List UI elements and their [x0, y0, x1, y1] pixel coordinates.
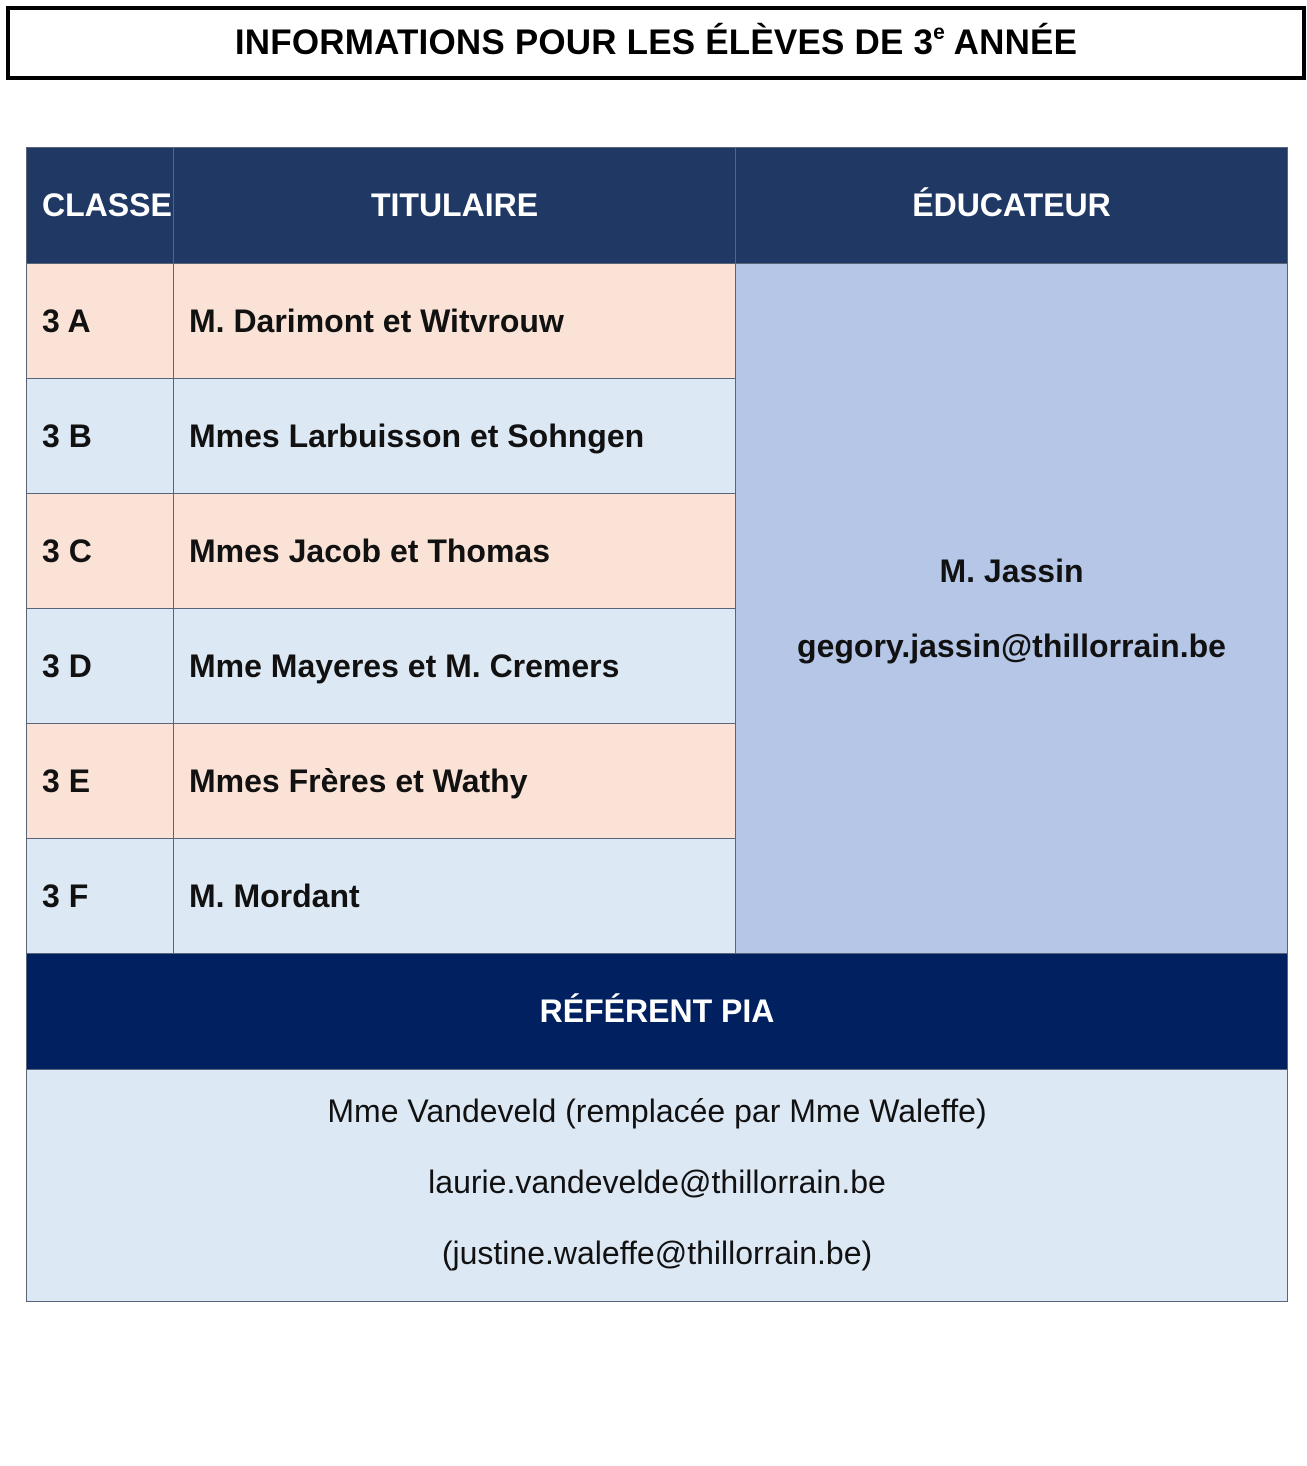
- classe-cell: 3 C: [27, 494, 174, 609]
- pia-info-cell: [27, 1070, 1288, 1302]
- titulaire-cell: Mmes Jacob et Thomas: [174, 494, 736, 609]
- educateur-cell: [736, 264, 1288, 954]
- class-info-table: [26, 147, 1288, 1302]
- classe-cell: 3 F: [27, 839, 174, 954]
- pia-body-row: [27, 1070, 1288, 1302]
- classe-cell: 3 B: [27, 379, 174, 494]
- titulaire-cell: M. Darimont et Witvrouw: [174, 264, 736, 379]
- page-title-end: ANNÉE: [945, 23, 1078, 62]
- page-title-main: INFORMATIONS POUR LES ÉLÈVES DE 3: [234, 23, 934, 62]
- column-header-classe: CLASSE: [27, 148, 174, 264]
- classe-cell: 3 D: [27, 609, 174, 724]
- educateur-email: gegory.jassin@thillorrain.be: [797, 627, 1226, 664]
- titulaire-cell: Mmes Larbuisson et Sohngen: [174, 379, 736, 494]
- table-header-row: [27, 148, 1288, 264]
- table-row-3a: [27, 264, 1288, 379]
- pia-replacement-email: (justine.waleffe@thillorrain.be): [441, 1235, 873, 1271]
- page-title: [235, 23, 1077, 63]
- titulaire-cell: M. Mordant: [174, 839, 736, 954]
- pia-heading: RÉFÉRENT PIA: [27, 954, 1288, 1070]
- column-header-educateur: ÉDUCATEUR: [736, 148, 1288, 264]
- pia-referent-name: Mme Vandeveld (remplacée par Mme Waleffe): [327, 1093, 987, 1129]
- educateur-name: M. Jassin: [939, 552, 1084, 589]
- classe-cell: 3 A: [27, 264, 174, 379]
- titulaire-cell: Mme Mayeres et M. Cremers: [174, 609, 736, 724]
- pia-referent-email: laurie.vandevelde@thillorrain.be: [428, 1164, 886, 1200]
- page-title-superscript: e: [933, 21, 945, 45]
- page-title-box: [6, 6, 1306, 80]
- column-header-titulaire: TITULAIRE: [174, 148, 736, 264]
- titulaire-cell: Mmes Frères et Wathy: [174, 724, 736, 839]
- pia-header-row: [27, 954, 1288, 1070]
- classe-cell: 3 E: [27, 724, 174, 839]
